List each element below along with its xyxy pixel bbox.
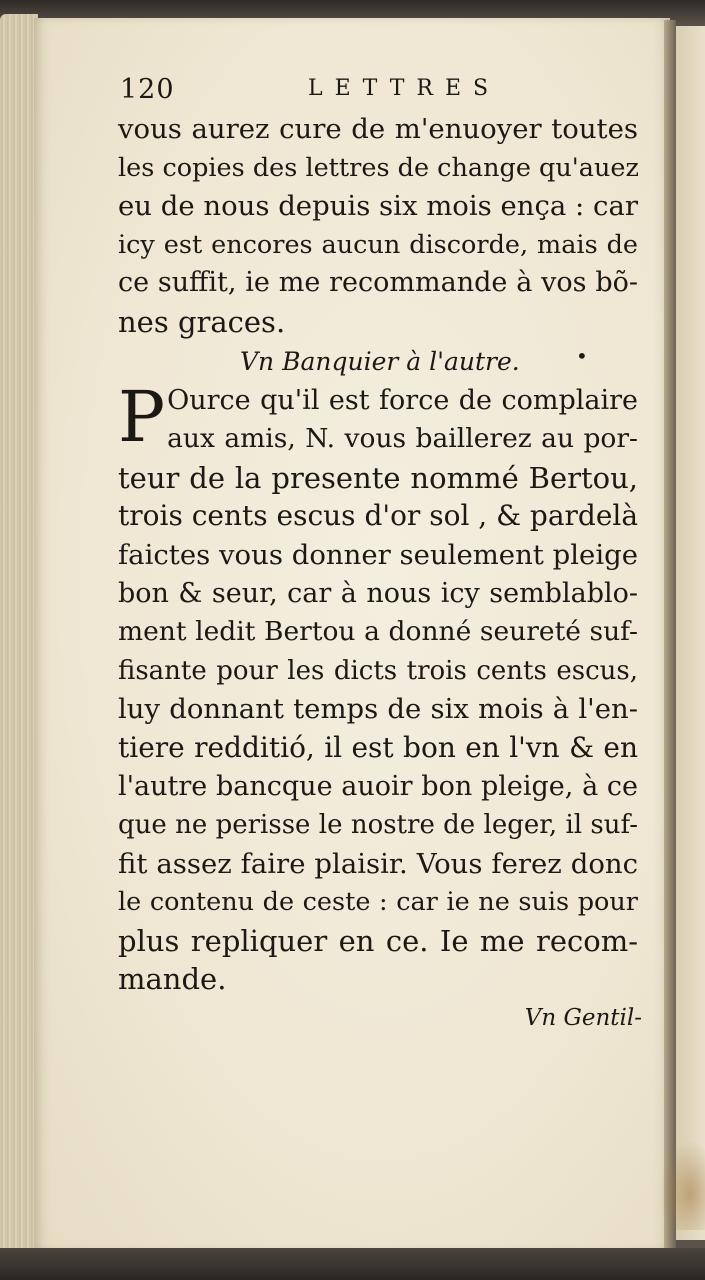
text-line: teur de la presente nommé Bertou, bbox=[118, 460, 638, 495]
drop-cap: P bbox=[118, 375, 166, 458]
bottom-shadow bbox=[0, 1248, 705, 1280]
text-line: icy est encores aucun discorde, mais de bbox=[118, 229, 638, 260]
facing-page-edge bbox=[674, 26, 705, 1240]
text-line: mande. bbox=[118, 962, 227, 997]
paper-stain bbox=[660, 1140, 705, 1230]
running-head bbox=[118, 74, 638, 110]
running-title: LETTRES bbox=[308, 76, 501, 101]
text-line: ce suffit, ie me recommande à vos bõ- bbox=[118, 267, 638, 299]
text-line: nes graces. bbox=[118, 304, 286, 339]
text-line: Ource qu'il est force de complaire bbox=[167, 384, 638, 416]
ornament-dot: • bbox=[576, 344, 588, 368]
book-gutter bbox=[664, 20, 676, 1248]
letter-heading: Vn Banquier à l'autre. bbox=[240, 346, 520, 376]
page-edges bbox=[0, 14, 38, 1254]
text-line: fisante pour les dicts trois cents escus, bbox=[118, 655, 638, 686]
text-line: ment ledit Bertou a donné seureté suf- bbox=[118, 616, 638, 648]
text-line: aux amis, N. vous baillerez au por- bbox=[167, 423, 638, 455]
text-line: trois cents escus d'or sol , & pardelà bbox=[118, 499, 639, 533]
text-line: le contenu de ceste : car ie ne suis pour bbox=[118, 887, 638, 918]
text-line: eu de nous depuis six mois ença : car bbox=[118, 190, 638, 223]
page-text bbox=[118, 74, 642, 1032]
letter-body bbox=[118, 375, 639, 1000]
catchword: Vn Gentil- bbox=[524, 1005, 642, 1032]
text-line: vous aurez cure de m'enuoyer toutes bbox=[118, 113, 638, 145]
page-number: 120 bbox=[120, 74, 175, 105]
text-line: faictes vous donner seulement pleige bbox=[118, 538, 638, 571]
text-line: plus repliquer en ce. Ie me recom- bbox=[118, 923, 638, 958]
text-line: tiere redditió, il est bon en l'vn & en bbox=[118, 730, 638, 764]
text-line: luy donnant temps de six mois à l'en- bbox=[118, 693, 638, 726]
text-line: que ne perisse le nostre de leger, il suf- bbox=[118, 810, 638, 841]
text-line: bon & seur, car à nous icy semblablo- bbox=[118, 577, 638, 609]
text-line: fit assez faire plaisir. Vous ferez donc bbox=[118, 847, 638, 880]
previous-letter-end bbox=[118, 110, 638, 342]
text-line: les copies des lettres de change qu'auez bbox=[118, 152, 639, 183]
text-line: l'autre bancque auoir bon pleige, à ce bbox=[118, 770, 638, 802]
